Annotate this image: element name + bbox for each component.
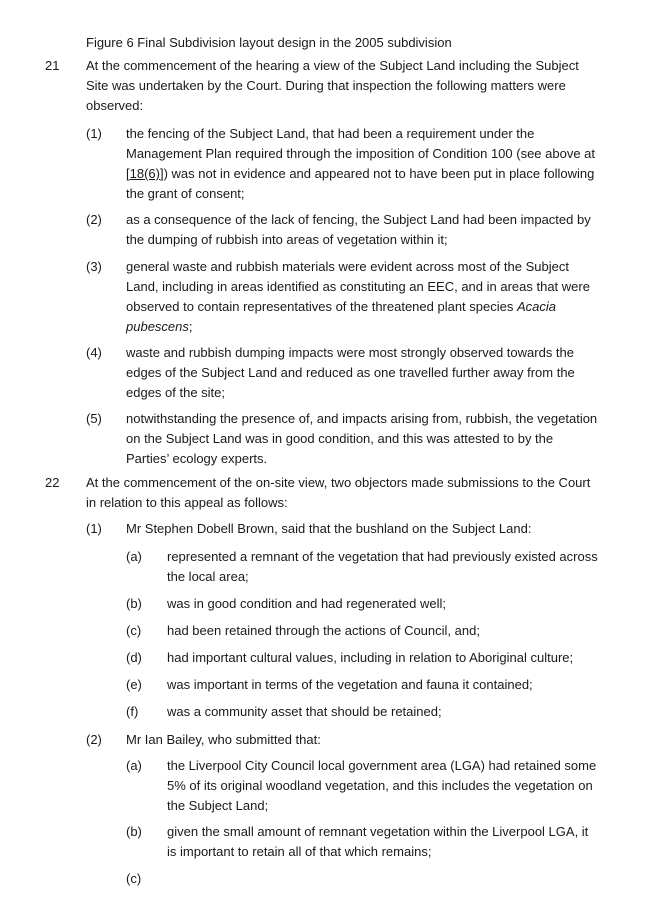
list-item-number: (1) [86,126,102,141]
list-item-text: as a consequence of the lack of fencing, the Subject Land had been impacted by the dumping of rubbish into areas of vegetation within it; [126,212,591,247]
sublist-item-text: the Liverpool City Council local government area (LGA) had retained some 5% of its original woodland vegetation, and this includes the vegetation on the Subject Land; [167,758,597,813]
list-item-number: (3) [86,259,102,274]
list-item-text-part: ; [188,319,193,334]
paragraph-number: 21 [45,58,60,73]
sublist-item-number: (b) [126,596,142,611]
paragraph-text: At the commencement of the on-site view, two objectors made submissions to the Court in relation to this appeal as follows: [86,475,591,510]
sublist-item-number: (f) [126,704,139,719]
sublist-item-text: given the small amount of remnant vegetation within the Liverpool LGA, it is important to retain all of that which remains; [167,824,589,859]
list-item-text [126,257,598,337]
figure-caption: Figure 6 Final Subdivision layout design in the 2005 subdivision [86,35,452,50]
list-item-number: (5) [86,411,102,426]
list-item-text: waste and rubbish dumping impacts were most strongly observed towards the edges of the Subject Land and reduced as one travelled further away from the edges of the site; [126,345,575,400]
sublist-item-text: was a community asset that should be retained; [167,704,442,719]
sublist-item-text: was important in terms of the vegetation and fauna it contained; [167,677,533,692]
sublist-item-number: (a) [126,758,142,773]
sublist-item-number: (e) [126,677,142,692]
list-item-text-part: ]) was not in evidence and appeared not to have been put in place following the grant of consent; [126,166,595,201]
species-name: Acacia pubescens [126,299,557,334]
sublist-item-number: (c) [126,871,142,886]
list-item-text-part: the fencing of the Subject Land, that had been a requirement under the Management Plan required through the imposition of Condition 100 (see above at [ [126,126,596,181]
paragraph-number: 22 [45,475,60,490]
list-item-number: (2) [86,732,102,747]
sublist-item-number: (c) [126,623,142,638]
sublist-item-number: (d) [126,650,142,665]
sublist-item-text: was in good condition and had regenerated well; [167,596,446,611]
list-item-text-part: general waste and rubbish materials were evident across most of the Subject Land, including in areas identified as constituting an EEC, and in areas that were observed to contain representatives of the threatened plant species [126,259,590,314]
sublist-item-text: represented a remnant of the vegetation that had previously existed across the local area; [167,549,598,584]
list-item-text: Mr Ian Bailey, who submitted that: [126,732,321,747]
list-item-text [126,124,598,204]
sublist-item-number: (b) [126,824,142,839]
list-item-number: (2) [86,212,102,227]
list-item-number: (4) [86,345,102,360]
list-item-number: (1) [86,521,102,536]
paragraph-text: At the commencement of the hearing a view of the Subject Land including the Subject Site was undertaken by the Court. During that inspection the following matters were observed: [86,58,579,113]
paragraph-reference-link[interactable]: 18(6) [129,166,160,181]
sublist-item-text: had been retained through the actions of Council, and; [167,623,480,638]
list-item-text: notwithstanding the presence of, and impacts arising from, rubbish, the vegetation on the Subject Land was in good condition, and this was attested to by the Parties’ ecology experts. [126,411,598,466]
sublist-item-number: (a) [126,549,142,564]
list-item-text: Mr Stephen Dobell Brown, said that the bushland on the Subject Land: [126,521,532,536]
sublist-item-text: had important cultural values, including in relation to Aboriginal culture; [167,650,574,665]
